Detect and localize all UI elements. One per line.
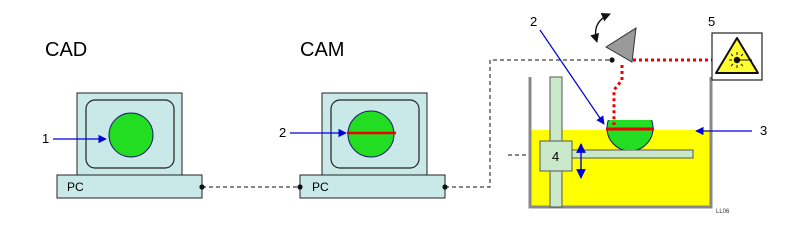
cad-part-model — [109, 113, 153, 157]
mirror-body — [606, 28, 636, 62]
cad-title: CAD — [45, 39, 88, 61]
laser-beam — [614, 60, 714, 125]
cam-title: CAM — [300, 39, 345, 61]
cam-pc-label: PC — [312, 180, 329, 194]
label-1: 1 — [42, 131, 50, 146]
cad-pc-label: PC — [67, 180, 84, 194]
figure-code: LL06 — [716, 209, 730, 215]
label-2-cam: 2 — [279, 125, 287, 140]
cad-link-dot — [199, 184, 204, 189]
cam-link-dot-left — [297, 184, 302, 189]
label-3: 3 — [760, 123, 768, 138]
laser-beam-down — [614, 65, 622, 125]
mirror-link-dot — [609, 57, 614, 62]
cam-computer — [300, 93, 445, 198]
laser-source — [712, 33, 762, 80]
scanning-mirror-icon — [596, 14, 636, 62]
rotation-arrow-icon — [596, 14, 610, 42]
cad-computer — [57, 93, 202, 198]
label-4: 4 — [552, 149, 560, 164]
label-2-top: 2 — [530, 14, 538, 29]
cam-link-dot-right — [442, 184, 447, 189]
label-5: 5 — [708, 14, 716, 29]
